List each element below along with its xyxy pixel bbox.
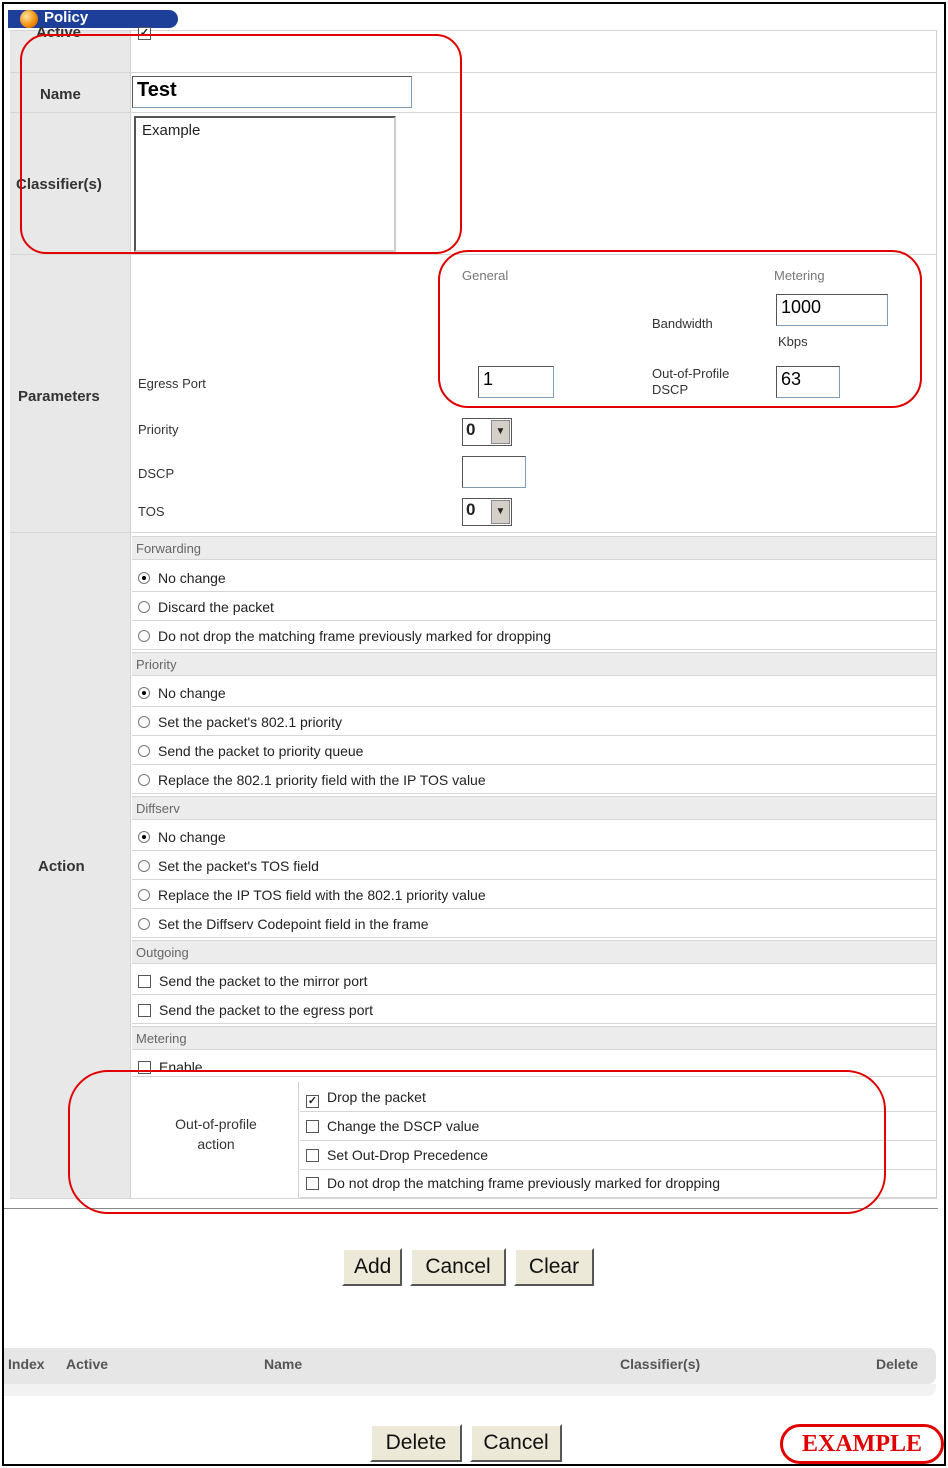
oop-dscp-value: 63	[781, 369, 802, 389]
diffserv-option[interactable]: Set the Diffserv Codepoint field in the frame	[132, 910, 936, 938]
oop-dscp-line2: DSCP	[652, 382, 689, 397]
policy-header-bar	[8, 10, 178, 28]
metering-header: Metering	[774, 268, 825, 283]
out-of-profile-dscp-label	[652, 366, 729, 398]
col-index: Index	[8, 1356, 45, 1372]
radio-icon[interactable]	[138, 716, 150, 728]
parameters-label: Parameters	[18, 388, 100, 405]
diffserv-header: Diffserv	[132, 796, 936, 820]
radio-icon[interactable]	[138, 745, 150, 757]
egress-port-input[interactable]	[478, 366, 554, 398]
priority-option[interactable]: Send the packet to priority queue	[132, 737, 936, 765]
radio-icon[interactable]	[138, 774, 150, 786]
radio-icon[interactable]	[138, 601, 150, 613]
forwarding-header: Forwarding	[132, 536, 936, 560]
page-title: Policy	[44, 9, 89, 26]
oop-dscp-line1: Out-of-Profile	[652, 366, 730, 381]
radio-icon[interactable]	[138, 889, 150, 901]
bandwidth-input[interactable]	[776, 294, 888, 326]
out-of-profile-option[interactable]: Set Out-Drop Precedence	[300, 1142, 936, 1170]
classifier-option[interactable]: Example	[142, 122, 201, 139]
bandwidth-label: Bandwidth	[652, 316, 713, 331]
checkbox-icon[interactable]	[138, 1061, 151, 1074]
checkbox-icon[interactable]	[138, 1004, 151, 1017]
priority-select[interactable]	[462, 418, 512, 446]
active-label: Active	[36, 24, 82, 41]
egress-port-label: Egress Port	[138, 376, 206, 391]
radio-icon[interactable]	[138, 860, 150, 872]
out-of-profile-dscp-input[interactable]	[776, 366, 840, 398]
example-stamp: EXAMPLE	[780, 1424, 944, 1464]
priority-option[interactable]: No change	[132, 679, 936, 707]
action-label: Action	[38, 858, 85, 875]
policy-screen	[2, 2, 946, 1466]
col-classifiers: Classifier(s)	[620, 1356, 701, 1372]
diffserv-option[interactable]: Replace the IP TOS field with the 802.1 priority value	[132, 881, 936, 909]
priority-param-label: Priority	[138, 422, 179, 437]
checkbox-icon[interactable]	[306, 1177, 319, 1190]
priority-select-value: 0	[466, 420, 476, 439]
egress-port-value: 1	[483, 369, 494, 389]
dscp-param-label: DSCP	[138, 466, 175, 481]
radio-icon[interactable]	[138, 572, 150, 584]
out-of-profile-option[interactable]: ✓ Drop the packet	[300, 1084, 936, 1112]
classifier-label: Classifier(s)	[16, 176, 102, 193]
checkbox-icon[interactable]	[306, 1149, 319, 1162]
outgoing-header: Outgoing	[132, 940, 936, 964]
outgoing-option[interactable]: Send the packet to the egress port	[132, 996, 936, 1024]
chevron-down-icon: ▼	[491, 500, 510, 524]
metering-enable-option[interactable]: Enable	[132, 1053, 936, 1077]
outgoing-option[interactable]: Send the packet to the mirror port	[132, 967, 936, 995]
bandwidth-unit: Kbps	[778, 334, 808, 349]
diffserv-option[interactable]: Set the packet's TOS field	[132, 852, 936, 880]
name-label: Name	[40, 86, 81, 103]
checkbox-icon[interactable]	[306, 1120, 319, 1133]
radio-icon[interactable]	[138, 630, 150, 642]
dscp-input[interactable]	[462, 456, 526, 488]
col-name: Name	[264, 1356, 303, 1372]
general-header: General	[462, 268, 509, 283]
diffserv-option[interactable]: No change	[132, 823, 936, 851]
priority-option[interactable]: Replace the 802.1 priority field with the IP TOS value	[132, 766, 936, 794]
forwarding-option[interactable]: No change	[132, 564, 936, 592]
priority-header: Priority	[132, 652, 936, 676]
col-active: Active	[66, 1356, 109, 1372]
active-checkbox[interactable]: ✓	[139, 27, 150, 39]
add-button[interactable]: Add	[342, 1248, 402, 1286]
clear-button[interactable]: Clear	[514, 1248, 594, 1286]
col-delete: Delete	[876, 1356, 919, 1372]
radio-icon[interactable]	[138, 918, 150, 930]
tos-param-label: TOS	[138, 504, 165, 519]
cancel-button[interactable]: Cancel	[410, 1248, 506, 1286]
name-input[interactable]	[132, 76, 412, 108]
tos-select[interactable]	[462, 498, 512, 526]
bandwidth-value: 1000	[781, 297, 822, 317]
name-value: Test	[137, 79, 177, 101]
priority-option[interactable]: Set the packet's 802.1 priority	[132, 708, 936, 736]
out-of-profile-option[interactable]: Change the DSCP value	[300, 1113, 936, 1141]
checkbox-icon[interactable]: ✓	[307, 1095, 318, 1107]
forwarding-option[interactable]: Do not drop the matching frame previously marked for dropping	[132, 622, 936, 650]
metering-action-header: Metering	[132, 1026, 936, 1050]
checkbox-icon[interactable]	[138, 975, 151, 988]
classifier-listbox[interactable]	[134, 116, 396, 252]
delete-button[interactable]: Delete	[370, 1424, 462, 1462]
tos-select-value: 0	[466, 500, 476, 519]
out-of-profile-option[interactable]: Do not drop the matching frame previously marked for dropping	[300, 1170, 936, 1198]
out-of-profile-action-label: Out-of-profile action	[175, 1116, 257, 1152]
forwarding-option[interactable]: Discard the packet	[132, 593, 936, 621]
policy-table-header	[4, 1348, 936, 1384]
label-column	[10, 30, 130, 1198]
radio-icon[interactable]	[138, 831, 150, 843]
cancel-delete-button[interactable]: Cancel	[470, 1424, 562, 1462]
chevron-down-icon: ▼	[491, 420, 510, 444]
radio-icon[interactable]	[138, 687, 150, 699]
